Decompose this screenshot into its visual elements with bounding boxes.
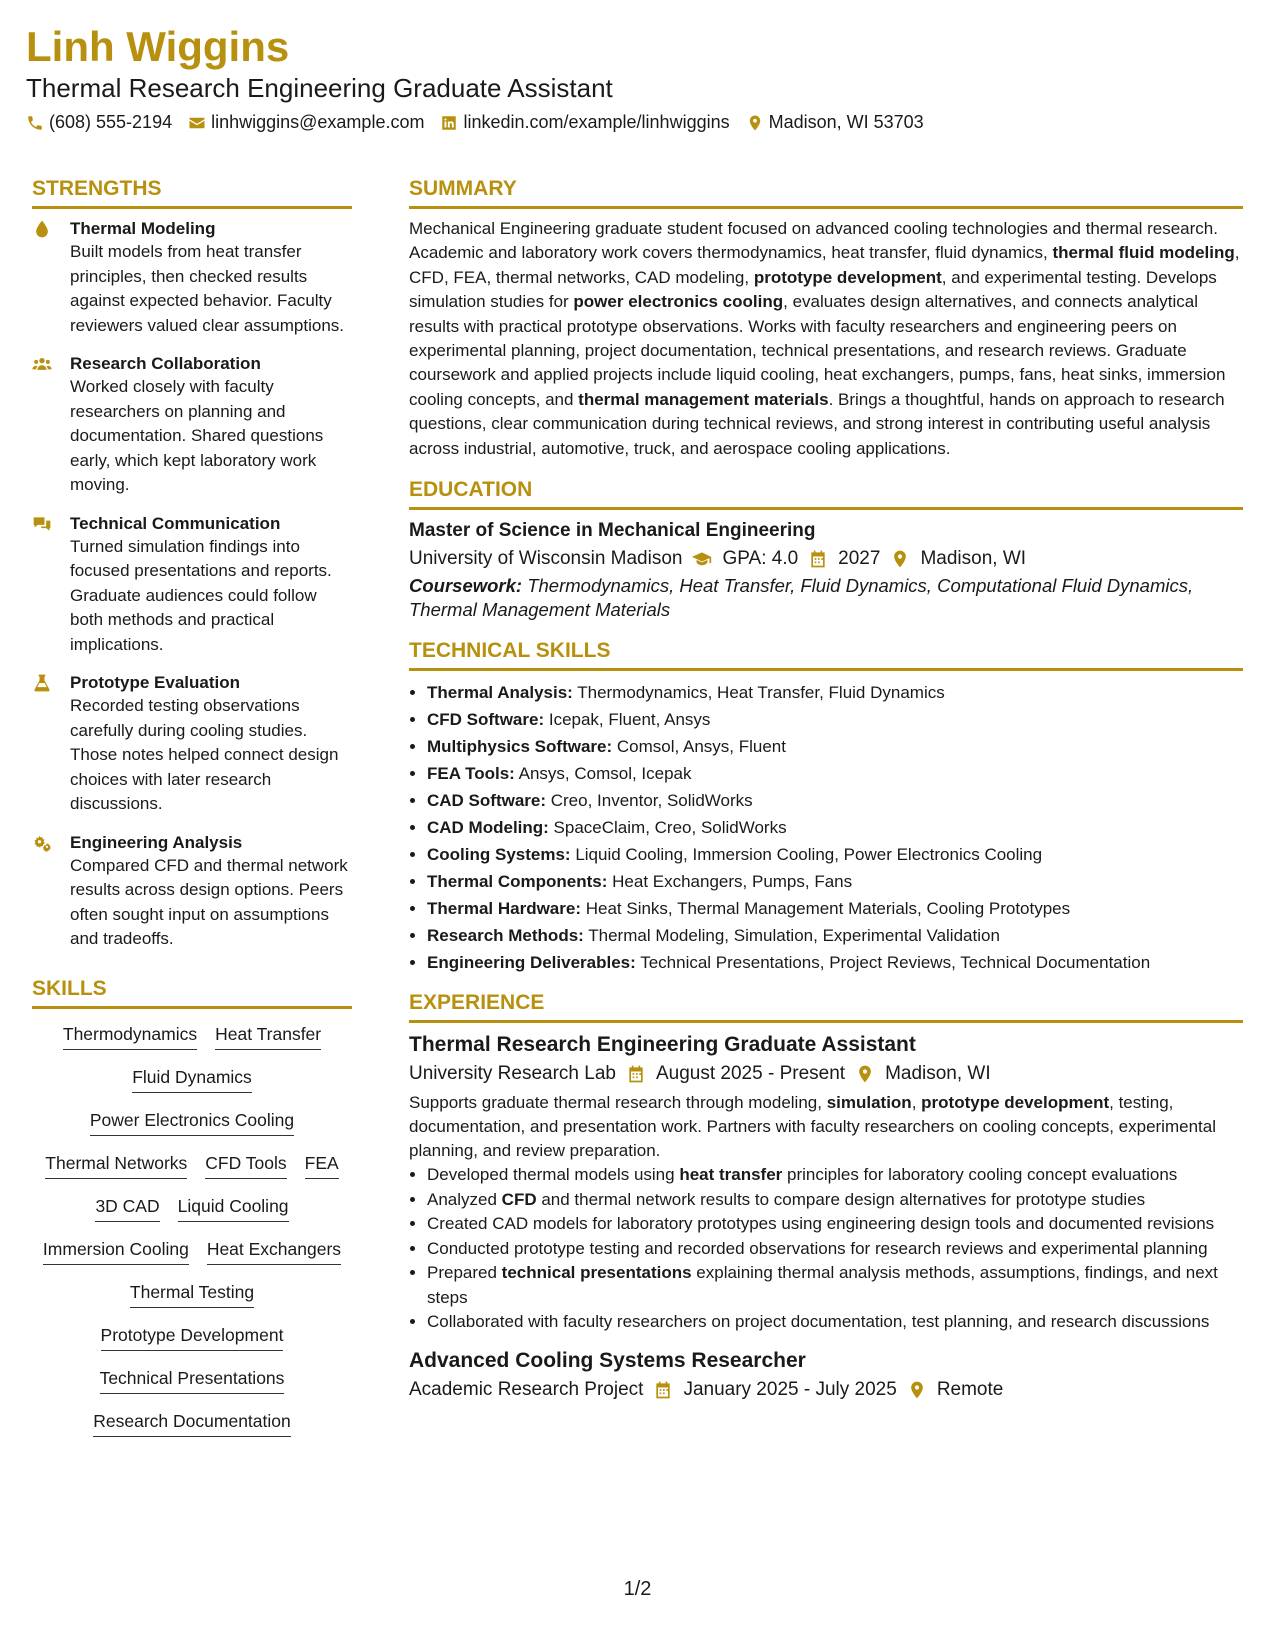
calendar-icon: [653, 1380, 673, 1400]
contact-row: [26, 112, 1249, 133]
strength-desc: Turned simulation findings into focused presentations and reports. Graduate audiences could follow both methods and practical implications.: [70, 536, 332, 654]
skill-category: CAD Software:: [427, 791, 547, 811]
strength-title: Prototype Evaluation: [70, 673, 241, 692]
technical-skill-item: • Multiphysics Software: Comsol, Ansys, Fluent: [427, 733, 1243, 760]
job-entry: [409, 1031, 1243, 1335]
technical-skills-heading: TECHNICAL SKILLS: [409, 638, 1243, 671]
linkedin-icon: [440, 114, 458, 132]
resume-header: [26, 22, 1249, 133]
strength-title: Technical Communication: [70, 513, 281, 533]
technical-skill-item: • Research Methods: Thermal Modeling, Simulation, Experimental Validation: [427, 922, 1243, 949]
droplet-icon: [32, 219, 52, 239]
technical-skill-item: • Thermal Hardware: Heat Sinks, Thermal Management Materials, Cooling Prototypes: [427, 895, 1243, 922]
skill-chip: FEA: [305, 1152, 339, 1179]
strength-title: Engineering Analysis: [70, 832, 243, 852]
candidate-title: Thermal Research Engineering Graduate Assistant: [26, 73, 613, 103]
experience-list: [409, 1031, 1243, 1405]
job-bullet: • Prepared technical presentations explaining thermal analysis methods, assumptions, findings, and next steps: [427, 1261, 1243, 1310]
job-organization: Academic Research Project: [409, 1378, 644, 1400]
contact-location: [746, 112, 924, 133]
bold-phrase: thermal management materials: [578, 389, 829, 409]
strength-icon-wrap: [32, 352, 56, 498]
strength-body: [70, 352, 352, 498]
skill-chip: Thermal Networks: [45, 1152, 187, 1179]
comments-icon: [32, 514, 52, 534]
education-heading: EDUCATION: [409, 477, 1243, 510]
right-column: [409, 176, 1243, 1405]
skill-chip: Technical Presentations: [100, 1367, 285, 1394]
strength-item: [32, 512, 352, 658]
skill-category: Thermal Analysis:: [427, 683, 573, 703]
contact-linkedin[interactable]: [440, 112, 729, 133]
phone-text: (608) 555-2194: [49, 112, 173, 132]
map-pin-icon: [907, 1380, 927, 1400]
technical-skill-item: • FEA Tools: Ansys, Comsol, Icepak: [427, 760, 1243, 787]
skill-chip: Fluid Dynamics: [132, 1066, 252, 1093]
technical-skill-item: • CFD Software: Icepak, Fluent, Ansys: [427, 706, 1243, 733]
strength-item: [32, 671, 352, 817]
email-text[interactable]: linhwiggins@example.com: [211, 112, 425, 132]
skill-category: Engineering Deliverables:: [427, 953, 636, 973]
strength-icon-wrap: [32, 831, 56, 952]
strength-desc: Compared CFD and thermal network results across design options. Peers often sought input on assumptions and tradeoffs.: [70, 855, 348, 948]
phone-icon: [26, 114, 44, 132]
skill-chip: 3D CAD: [95, 1195, 159, 1222]
job-dates: August 2025 - Present: [655, 1063, 846, 1085]
skill-chip: Thermal Testing: [130, 1281, 254, 1308]
skill-category: FEA Tools:: [427, 764, 515, 784]
graduation-cap-icon: [692, 549, 712, 569]
school-name: University of Wisconsin Madison: [409, 548, 683, 570]
skill-category: Multiphysics Software:: [427, 737, 613, 757]
bold-phrase: CFD: [501, 1189, 537, 1209]
strength-desc: Built models from heat transfer principles, then checked results against expected behavior. Faculty reviewers valued clear assumptions.: [70, 242, 345, 335]
skill-chip: Power Electronics Cooling: [90, 1109, 294, 1136]
technical-skill-item: • CAD Modeling: SpaceClaim, Creo, SolidWorks: [427, 814, 1243, 841]
bold-phrase: technical presentations: [501, 1263, 692, 1283]
bold-phrase: heat transfer: [679, 1165, 783, 1185]
strength-title: Research Collaboration: [70, 354, 261, 373]
skill-category: Research Methods:: [427, 926, 584, 946]
page-number: 1/2: [623, 1578, 652, 1600]
job-title: Advanced Cooling Systems Researcher: [409, 1348, 806, 1372]
linkedin-text[interactable]: linkedin.com/example/linhwiggins: [463, 112, 730, 132]
job-meta: [409, 1059, 1243, 1089]
job-description: Supports graduate thermal research through modeling, simulation, prototype development, testing, documentation, and presentation work. Partners with faculty researchers on cooling concepts, experimental planning, and review preparation.: [409, 1093, 1216, 1161]
job-title: Thermal Research Engineering Graduate Assistant: [409, 1033, 916, 1057]
strength-icon-wrap: [32, 671, 56, 817]
graduation-year: 2027: [838, 548, 881, 570]
degree-title: Master of Science in Mechanical Engineering: [409, 520, 816, 542]
job-organization: University Research Lab: [409, 1063, 616, 1085]
job-dates: January 2025 - July 2025: [683, 1378, 897, 1400]
bold-phrase: power electronics cooling: [573, 292, 784, 312]
coursework: [409, 574, 1243, 622]
strength-body: [70, 671, 352, 817]
skill-chip: Heat Transfer: [215, 1023, 321, 1050]
gears-icon: [32, 833, 52, 853]
job-entry: [409, 1347, 1243, 1405]
users-icon: [32, 354, 52, 374]
bold-phrase: simulation: [826, 1093, 912, 1113]
skill-chip: Liquid Cooling: [178, 1195, 289, 1222]
strength-icon-wrap: [32, 217, 56, 338]
technical-skill-item: • Thermal Components: Heat Exchangers, Pumps, Fans: [427, 868, 1243, 895]
bold-phrase: prototype development: [753, 267, 942, 287]
skill-category: CFD Software:: [427, 710, 545, 730]
contact-email[interactable]: [188, 112, 424, 133]
job-bullet: • Developed thermal models using heat transfer principles for laboratory cooling concept evaluations: [427, 1163, 1243, 1188]
strengths-heading: STRENGTHS: [32, 176, 352, 209]
strength-body: [70, 217, 352, 338]
strength-body: [70, 512, 352, 658]
technical-skill-item: • Cooling Systems: Liquid Cooling, Immersion Cooling, Power Electronics Cooling: [427, 841, 1243, 868]
skill-chip: CFD Tools: [205, 1152, 286, 1179]
coursework-list: Thermodynamics, Heat Transfer, Fluid Dynamics, Computational Fluid Dynamics, Thermal Management Materials: [409, 575, 1194, 621]
technical-skills-list: [409, 679, 1243, 976]
skills-heading: SKILLS: [32, 976, 352, 1009]
summary-heading: SUMMARY: [409, 176, 1243, 209]
skill-chip: Research Documentation: [93, 1410, 290, 1437]
strength-desc: Worked closely with faculty researchers on planning and documentation. Shared questions early, which kept laboratory work moving.: [70, 377, 324, 494]
flask-icon: [32, 673, 52, 693]
skill-category: Thermal Components:: [427, 872, 608, 892]
contact-phone: [26, 112, 172, 133]
strength-title: Thermal Modeling: [70, 219, 216, 238]
skills-list: [32, 1023, 352, 1437]
candidate-name: Linh Wiggins: [26, 23, 290, 70]
job-bullet: • Conducted prototype testing and recorded observations for research reviews and experimental planning: [427, 1237, 1243, 1262]
envelope-icon: [188, 114, 206, 132]
map-pin-icon: [855, 1064, 875, 1084]
skill-chip: Heat Exchangers: [207, 1238, 341, 1265]
experience-heading: EXPERIENCE: [409, 990, 1243, 1023]
bold-phrase: thermal fluid modeling: [1052, 243, 1235, 263]
job-bullet: • Collaborated with faculty researchers on project documentation, test planning, and research discussions: [427, 1310, 1243, 1335]
left-column: [32, 176, 352, 1437]
summary-text: Mechanical Engineering graduate student focused on advanced cooling technologies and thermal research. Academic and laboratory work covers thermodynamics, heat transfer, fluid dynamics, thermal fluid modeling, CFD, FEA, thermal networks, CAD modeling, prototype development, and experimental testing. Develops simulation studies for power electronics cooling, evaluates design alternatives, and connects analytical results with practical prototype observations. Works with faculty researchers and engineering peers on experimental planning, project documentation, technical presentations, and research reviews. Graduate coursework and applied projects include liquid cooling, heat exchangers, pumps, fans, heat sinks, immersion cooling concepts, and thermal management materials. Brings a thoughtful, hands on approach to research questions, clear communication during technical reviews, and strong interest in contributing useful analysis across industrial, automotive, truck, and aerospace cooling applications.: [409, 219, 1240, 458]
skill-category: CAD Modeling:: [427, 818, 549, 838]
job-meta: [409, 1375, 1243, 1405]
strength-body: [70, 831, 352, 952]
skill-chip: Immersion Cooling: [43, 1238, 189, 1265]
skill-category: Thermal Hardware:: [427, 899, 581, 919]
technical-skill-item: • Thermal Analysis: Thermodynamics, Heat Transfer, Fluid Dynamics: [427, 679, 1243, 706]
map-pin-icon: [890, 549, 910, 569]
strength-item: [32, 352, 352, 498]
job-location: Remote: [936, 1378, 1004, 1400]
strength-item: [32, 217, 352, 338]
coursework-label: Coursework:: [409, 575, 523, 597]
gpa-text: GPA: 4.0: [722, 548, 799, 570]
strength-icon-wrap: [32, 512, 56, 658]
education-meta: [409, 544, 1243, 574]
technical-skill-item: • CAD Software: Creo, Inventor, SolidWorks: [427, 787, 1243, 814]
calendar-icon: [626, 1064, 646, 1084]
job-location: Madison, WI: [885, 1063, 991, 1085]
technical-skill-item: • Engineering Deliverables: Technical Presentations, Project Reviews, Technical Documentation: [427, 949, 1243, 976]
strength-desc: Recorded testing observations carefully during cooling studies. Those notes helped connect design choices with later research discussions.: [70, 696, 339, 813]
skill-category: Cooling Systems:: [427, 845, 571, 865]
strength-item: [32, 831, 352, 952]
skill-chip: Prototype Development: [101, 1324, 284, 1351]
job-bullets: [409, 1163, 1243, 1335]
bold-phrase: prototype development: [921, 1093, 1110, 1113]
map-pin-icon: [746, 114, 764, 132]
education-location: Madison, WI: [920, 548, 1027, 570]
skill-chip: Thermodynamics: [63, 1023, 197, 1050]
strengths-list: [32, 217, 352, 952]
location-text: Madison, WI 53703: [768, 112, 924, 132]
job-bullet: • Analyzed CFD and thermal network results to compare design alternatives for prototype studies: [427, 1188, 1243, 1213]
job-bullet: • Created CAD models for laboratory prototypes using engineering design tools and documented revisions: [427, 1212, 1243, 1237]
calendar-icon: [808, 549, 828, 569]
